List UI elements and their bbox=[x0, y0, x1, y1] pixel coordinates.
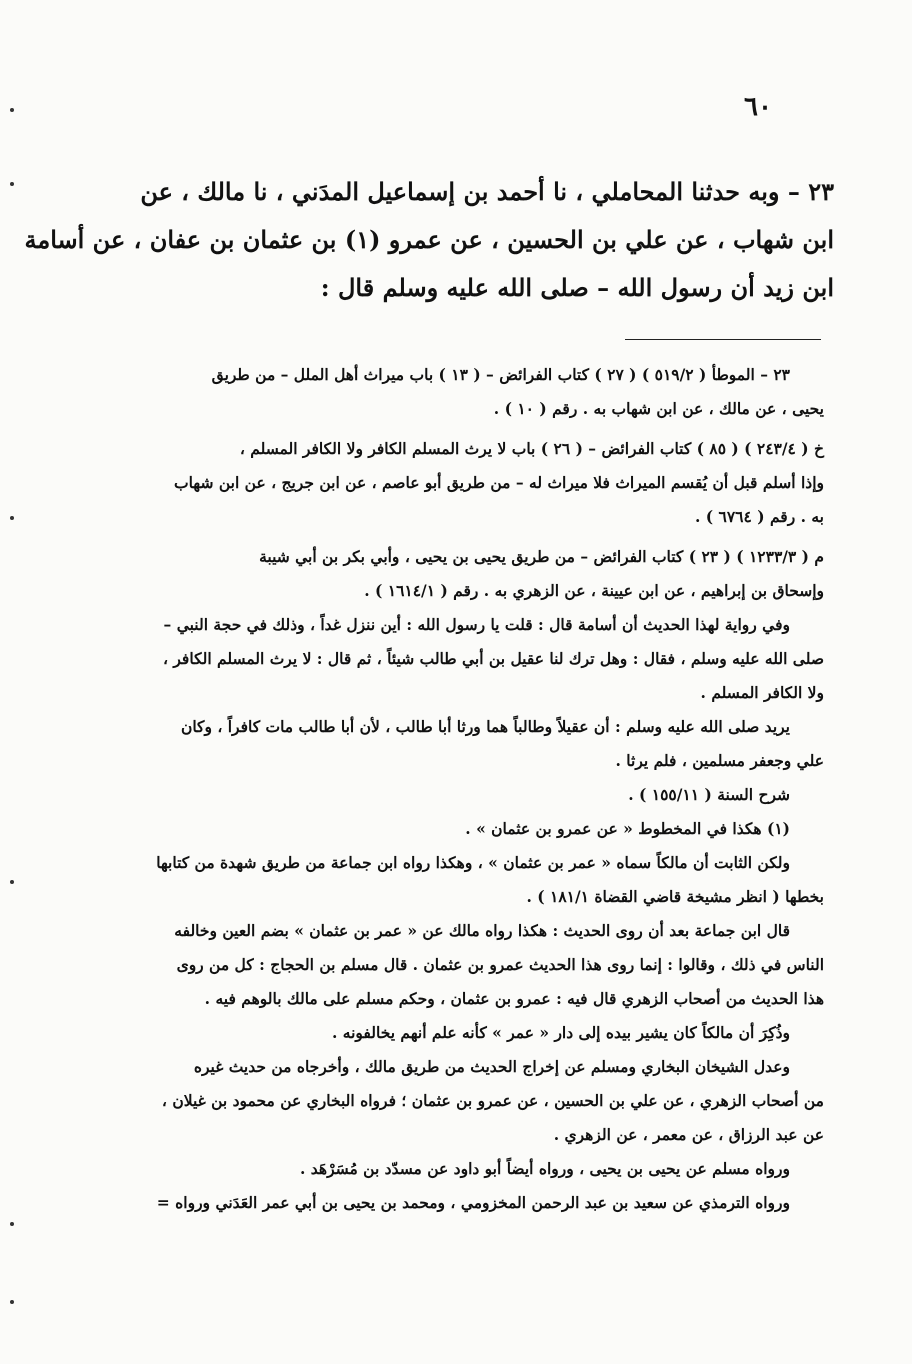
footnote-line: م ( ١٢٣٣/٣ ) ( ٢٣ ) كتاب الفرائض – من طريق يحيى بن يحيى ، وأبي بكر بن أبي شيبة bbox=[259, 547, 824, 566]
hadith-line: ابن شهاب ، عن علي بن الحسين ، عن عمرو (١) بن عثمان بن عفان ، عن أسامة bbox=[24, 225, 834, 254]
footnote-line: الناس في ذلك ، وقالوا : إنما روى هذا الحديث عمرو بن عثمان . قال مسلم بن الحجاج : كل من روى bbox=[176, 955, 824, 974]
scan-speck bbox=[10, 182, 14, 186]
footnote-line: وإذا أسلم قبل أن يُقسم الميراث فلا ميراث له – من طريق أبو عاصم ، عن ابن جريج ، عن ابن شهاب bbox=[173, 473, 824, 492]
page-number: ٦٠ bbox=[744, 92, 772, 122]
scan-speck bbox=[10, 1222, 14, 1226]
footnote-line: من أصحاب الزهري ، عن علي بن الحسين ، عن عمرو بن عثمان ؛ فرواه البخاري عن محمود بن غيلان ، bbox=[161, 1091, 824, 1110]
footnote-line: علي وجعفر مسلمين ، فلم يرثا . bbox=[615, 751, 824, 770]
scan-speck bbox=[10, 516, 14, 520]
hadith-line: ابن زيد أن رسول الله – صلى الله عليه وسلم قال : bbox=[320, 273, 834, 302]
footnote-line: يحيى ، عن مالك ، عن ابن شهاب به . رقم ( ١٠ ) . bbox=[493, 399, 824, 418]
footnotes bbox=[112, 358, 824, 1220]
footnote-line: ورواه الترمذي عن سعيد بن عبد الرحمن المخزومي ، ومحمد بن يحيى بن أبي عمر العَدَني ورواه = bbox=[156, 1193, 790, 1212]
scan-speck bbox=[10, 880, 14, 884]
footnote-line: ٢٣ – الموطأ ( ٥١٩/٢ ) ( ٢٧ ) كتاب الفرائض – ( ١٣ ) باب ميراث أهل الملل – من طريق bbox=[211, 365, 790, 384]
footnote-line: وذُكِرَ أن مالكاً كان يشير بيده إلى دار « عمر » كأنه علم أنهم يخالفونه . bbox=[332, 1023, 790, 1042]
footnote-line: يريد صلى الله عليه وسلم : أن عقيلاً وطالباً هما ورثا أبا طالب ، لأن أبا طالب مات كافراً ، وكان bbox=[180, 717, 790, 736]
hadith-text bbox=[24, 168, 834, 312]
footnote-line: وعدل الشيخان البخاري ومسلم عن إخراج الحديث من طريق مالك ، وأخرجاه من حديث غيره bbox=[193, 1057, 790, 1076]
footnote-line: (١) هكذا في المخطوط « عن عمرو بن عثمان » . bbox=[465, 819, 790, 838]
footnote-divider bbox=[625, 339, 821, 340]
footnote-line: وإسحاق بن إبراهيم ، عن ابن عيينة ، عن الزهري به . رقم ( ١٦١٤/١ ) . bbox=[364, 581, 824, 600]
footnote-line: عن عبد الرزاق ، عن معمر ، عن الزهري . bbox=[553, 1125, 824, 1144]
footnote-line: قال ابن جماعة بعد أن روى الحديث : هكذا رواه مالك عن « عمر بن عثمان » بضم العين وخالفه bbox=[174, 921, 790, 940]
footnote-line: بخطها ( انظر مشيخة قاضي القضاة ١٨١/١ ) . bbox=[526, 887, 824, 906]
footnote-line: هذا الحديث من أصحاب الزهري قال فيه : عمرو بن عثمان ، وحكم مسلم على مالك بالوهم فيه . bbox=[204, 989, 824, 1008]
footnote-line: شرح السنة ( ١٥٥/١١ ) . bbox=[628, 785, 790, 804]
scan-speck bbox=[10, 108, 14, 112]
footnote-line: ولا الكافر المسلم . bbox=[700, 683, 824, 702]
footnote-line: ورواه مسلم عن يحيى بن يحيى ، ورواه أيضاً أبو داود عن مسدّد بن مُسَرْهَد . bbox=[299, 1159, 790, 1178]
footnote-line: به . رقم ( ٦٧٦٤ ) . bbox=[695, 507, 824, 526]
footnote-line: وفي رواية لهذا الحديث أن أسامة قال : قلت يا رسول الله : أين ننزل غداً ، وذلك في حجة النبي – bbox=[163, 615, 790, 634]
footnote-line: ولكن الثابت أن مالكاً سماه « عمر بن عثمان » ، وهكذا رواه ابن جماعة من طريق شهدة من كتابها bbox=[156, 853, 790, 872]
footnote-line: خ ( ٢٤٣/٤ ) ( ٨٥ ) كتاب الفرائض – ( ٢٦ ) باب لا يرث المسلم الكافر ولا الكافر المسلم ، bbox=[239, 439, 824, 458]
scan-speck bbox=[10, 1300, 14, 1304]
hadith-line: ٢٣ – وبه حدثنا المحاملي ، نا أحمد بن إسماعيل المدَني ، نا مالك ، عن bbox=[140, 177, 834, 206]
footnote-line: صلى الله عليه وسلم ، فقال : وهل ترك لنا عقيل بن أبي طالب شيئاً ، ثم قال : لا يرث المسلم الكافر ، bbox=[162, 649, 824, 668]
